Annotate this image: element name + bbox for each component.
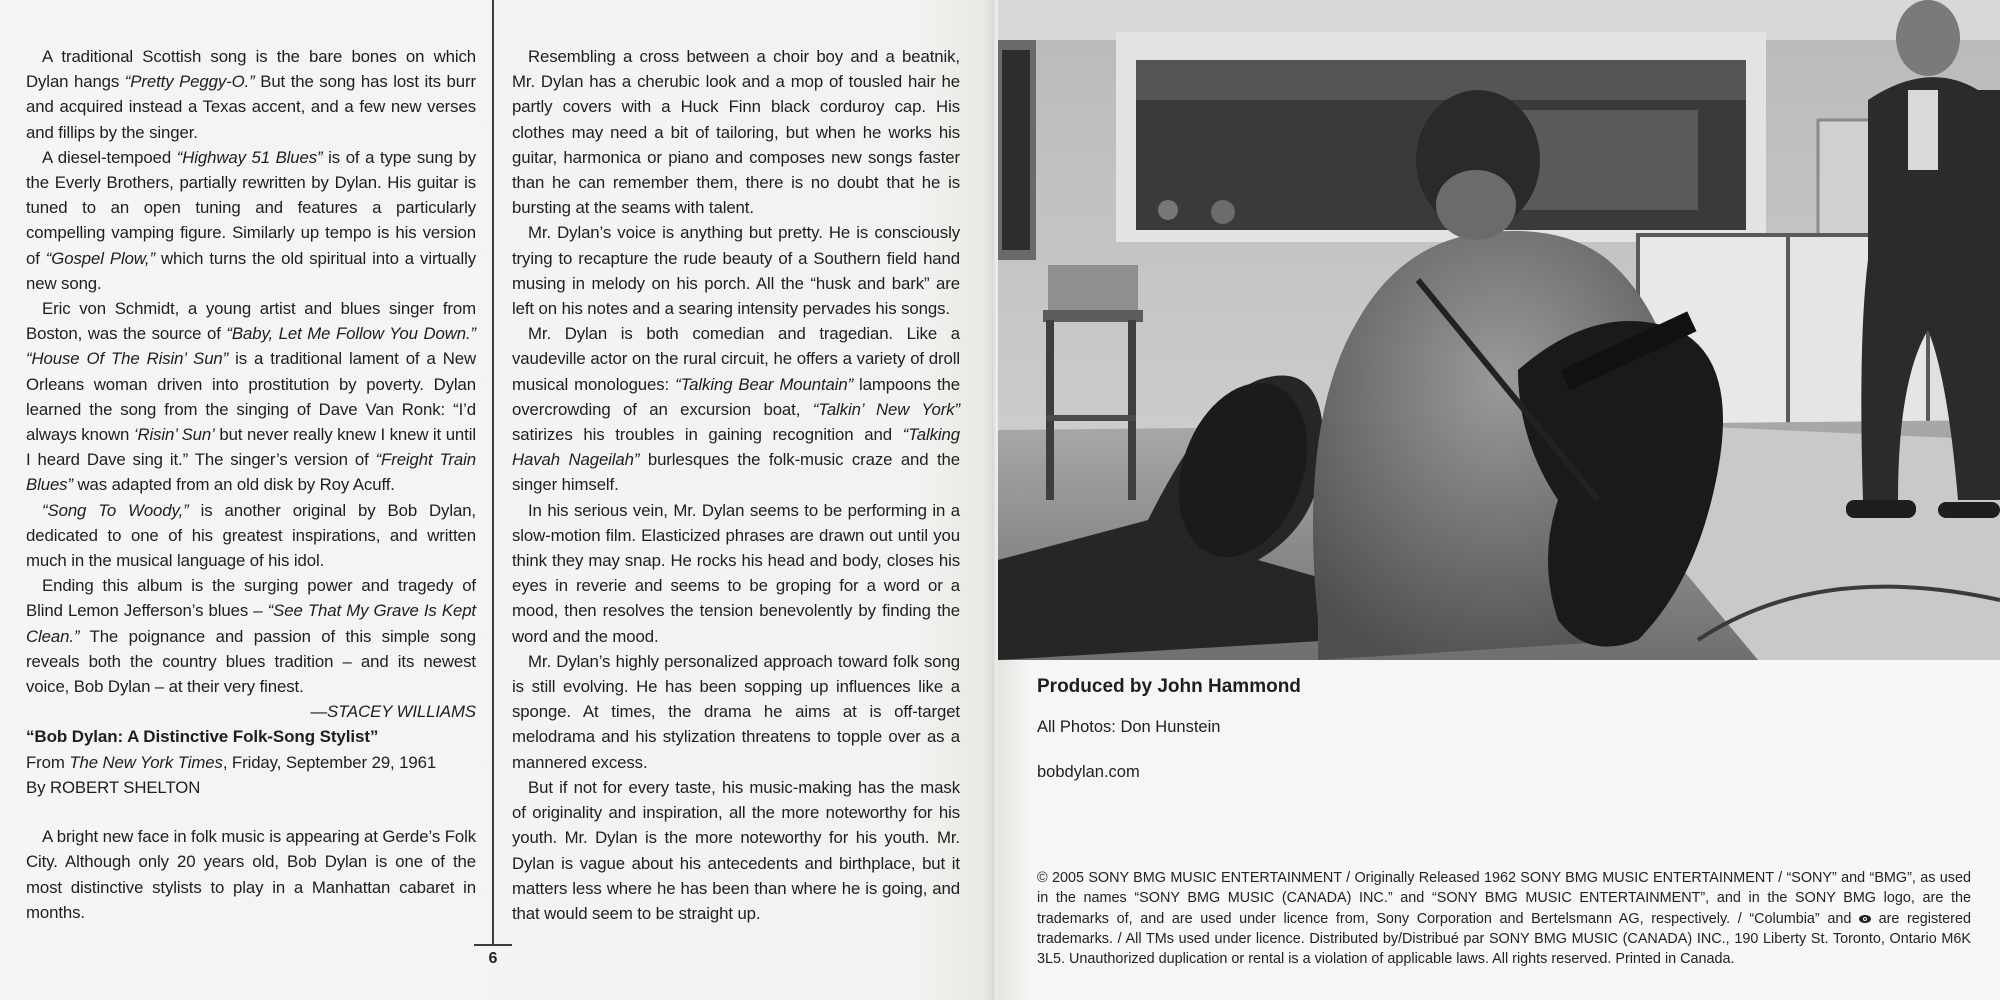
- article-author: By ROBERT SHELTON: [26, 777, 201, 797]
- paragraph: Eric von Schmidt, a young artist and blues singer from Boston, was the source of “Baby, Let Me Follow You Down.” “House Of The Risin’ Sun” is a traditional lament of a New Orleans woman driven into prostitution by poverty. Dylan learned the song from the singing of Dave Van Ronk: “I’d always known ‘Risin’ Sun’ but never really knew I knew it until I heard Dave sing it.” The singer’s version of “Freight Train Blues” was adapted from an old disk by Roy Acuff.: [26, 299, 476, 495]
- paragraph: A traditional Scottish song is the bare bones on which Dylan hangs “Pretty Peggy-O.” But the song has lost its burr and acquired instead a Texas accent, and a few new verses and fillips by the singer.: [26, 47, 476, 142]
- columbia-eye-logo-icon: [1859, 914, 1871, 924]
- page-number: 6: [488, 950, 498, 967]
- paragraph: Ending this album is the surging power and tragedy of Blind Lemon Jefferson’s blues – “See That My Grave Is Kept Clean.” The poignance and passion of this simple song reveals both the country blues tradition – and its newest voice, Bob Dylan – at their very finest.: [26, 576, 476, 697]
- photo-credit: All Photos: Don Hunstein: [1037, 718, 1221, 736]
- paragraph: But if not for every taste, his music-making has the mask of originality and inspiration, all the more noteworthy for his youth. Mr. Dylan is the more noteworthy for his youth. Mr. Dylan is vague about his antecedents and birthplace, but it matters less where he has been than where he is going, and that would seem to be straight up.: [512, 777, 960, 923]
- column-divider: [492, 0, 494, 945]
- text-column-right: [512, 44, 960, 926]
- album-credits: [1037, 676, 1967, 782]
- paragraph: A diesel-tempoed “Highway 51 Blues” is of a type sung by the Everly Brothers, partially rewritten by Dylan. His guitar is tuned to an open tuning and features a particularly compelling vamping figure. Similarly up tempo is his version of “Gospel Plow,” which turns the old spiritual into a virtually new song.: [26, 147, 477, 293]
- paragraph: In his serious vein, Mr. Dylan seems to be performing in a slow-motion film. Elasticized phrases are drawn out until you think they may snap. He rocks his head and body, closes his eyes in reverie and seems to be groping for a word or a mood, then resolves the tension benevolently by finding the word and the mood.: [512, 500, 960, 646]
- paragraph: Resembling a cross between a choir boy and a beatnik, Mr. Dylan has a cherubic look and a mop of tousled hair he partly covers with a Huck Finn black corduroy cap. His clothes may need a bit of tailoring, but when he works his guitar, harmonica or piano and composes new songs faster than he can remember them, there is no doubt that he is bursting at the seams with talent.: [512, 47, 960, 218]
- paragraph: Mr. Dylan is both comedian and tragedian. Like a vaudeville actor on the rural circuit, he offers a variety of droll musical monologues: “Talking Bear Mountain” lampoons the overcrowding of an excursion boat, “Talkin’ New York” satirizes his troubles in gaining recognition and “Talking Havah Nageilah” burlesques the folk-music craze and the singer himself.: [512, 324, 961, 495]
- producer-credit: Produced by John Hammond: [1037, 676, 1301, 697]
- author-signature: —STACEY WILLIAMS: [310, 702, 476, 722]
- studio-photo: [998, 0, 2000, 660]
- text-column-left: [26, 44, 476, 925]
- page-number-rule: [474, 944, 512, 946]
- paragraph: A bright new face in folk music is appearing at Gerde’s Folk City. Although only 20 years old, Bob Dylan is one of the most distinctive stylists to play in a Manhattan cabaret in months.: [26, 827, 476, 922]
- paragraph: Mr. Dylan’s voice is anything but pretty. He is consciously trying to recapture the rude beauty of a Southern field hand musing in melody on his porch. All the “husk and bark” are left on his notes and a searing intensity pervades his songs.: [512, 223, 960, 319]
- article-source: From The New York Times, Friday, September 29, 1961: [26, 752, 437, 772]
- paragraph: “Song To Woody,” is another original by Bob Dylan, dedicated to one of his greatest inspirations, and written much in the musical language of his idol.: [26, 500, 476, 571]
- left-page: [0, 0, 994, 1000]
- photo-illustration: [998, 0, 2000, 660]
- website-link[interactable]: bobdylan.com: [1037, 763, 1140, 781]
- paragraph: Mr. Dylan’s highly personalized approach toward folk song is still evolving. He has been sopping up influences like a sponge. At times, the drama he aims at is off-target melodrama and his stylization threatens to topple over as a mannered excess.: [512, 651, 960, 772]
- legal-notice: © 2005 SONY BMG MUSIC ENTERTAINMENT / Originally Released 1962 SONY BMG MUSIC ENTERTAINMENT / “SONY” and “BMG”, as used in the names “SONY BMG MUSIC (CANADA) INC.” and “SONY BMG MUSIC ENTERTAINMENT”, and in the SONY BMG logo, are the trademarks of, and are used under licence from, Sony Corporation and Bertelsmann AG, respectively. / “Columbia” and are registered trademarks. / All TMs used under licence. Distributed by/Distribué par SONY BMG MUSIC (CANADA) INC., 190 Liberty St. Toronto, Ontario M6K 3L5. Unauthorized duplication or rental is a violation of applicable laws. All rights reserved. Printed in Canada.: [1037, 870, 1971, 968]
- article-title: “Bob Dylan: A Distinctive Folk-Song Stylist”: [26, 727, 379, 747]
